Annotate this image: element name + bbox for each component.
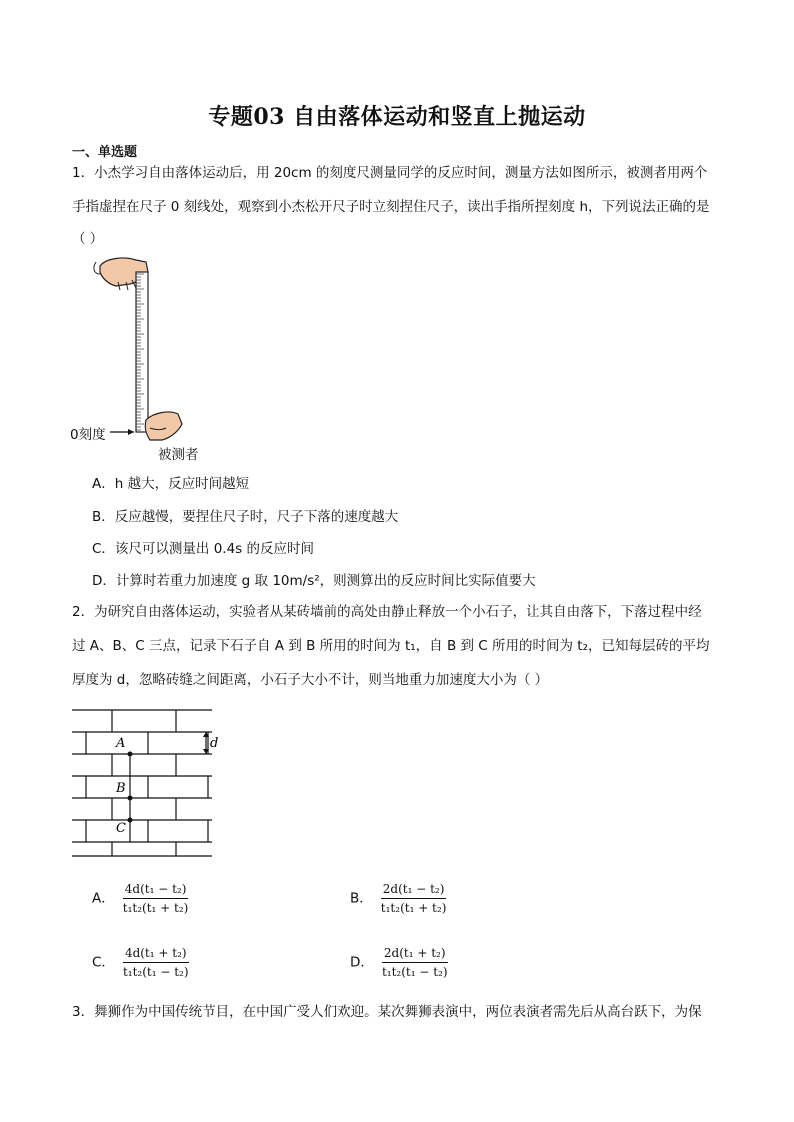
fraction [123, 882, 189, 915]
page-title: 专题03 自由落体运动和竖直上抛运动 [208, 104, 586, 130]
brick-wall-figure [72, 706, 232, 862]
fraction [382, 946, 448, 979]
q1-option-d[interactable]: D．计算时若重力加速度 g 取 10m/s²，则测算出的反应时间比实际值要大 [92, 573, 536, 589]
q1-option-a[interactable]: A．h 越大，反应时间越短 [92, 476, 250, 492]
point-c-dot [128, 818, 133, 823]
numerator: 2d(t₁ + t₂) [382, 946, 448, 963]
option-label: D． [350, 954, 374, 971]
testee-label: 被测者 [158, 447, 199, 463]
denominator: t₁t₂(t₁ + t₂) [380, 901, 447, 915]
q2-text-line2: 过 A、B、C 三点，记录下石子自 A 到 B 所用的时间为 t₁，自 B 到 C 所用的时间为 t₂，已知每层砖的平均 [72, 638, 710, 654]
q3-text-line1: 3．舞狮作为中国传统节目，在中国广受人们欢迎。某次舞狮表演中，两位表演者需先后从高台跃下，为保 [72, 1004, 702, 1020]
point-a-dot [128, 752, 133, 757]
arrow-head-icon [128, 429, 134, 435]
q1-text-line2: 手指虚捏在尺子 0 刻线处，观察到小杰松开尺子时立刻捏住尺子，读出手指所捏刻度 h，下列说法正确的是 [72, 199, 710, 215]
q1-text-line1: 1．小杰学习自由落体运动后，用 20cm 的刻度尺测量同学的反应时间，测量方法如图所示，被测者用两个 [72, 165, 708, 181]
denominator: t₁t₂(t₁ − t₂) [122, 965, 189, 979]
q1-option-b[interactable]: B．反应越慢，要捏住尺子时，尺子下落的速度越大 [92, 509, 399, 525]
q1-option-c[interactable]: C．该尺可以测量出 0.4s 的反应时间 [92, 541, 315, 557]
q1-text-line3: （ ） [72, 231, 104, 247]
fraction [123, 946, 189, 979]
q2-option-a[interactable] [92, 882, 188, 915]
denominator: t₁t₂(t₁ + t₂) [122, 901, 189, 915]
point-b-dot [128, 796, 133, 801]
fraction [381, 882, 447, 915]
q2-option-b[interactable] [350, 882, 446, 915]
option-label: C． [92, 954, 115, 971]
q2-text-line3: 厚度为 d，忽略砖缝之间距离，小石子大小不计，则当地重力加速度大小为（ ） [72, 672, 549, 688]
numerator: 4d(t₁ + t₂) [123, 946, 189, 963]
denominator: t₁t₂(t₁ − t₂) [381, 965, 448, 979]
label-b: B [116, 781, 126, 796]
label-d: d [210, 736, 219, 751]
option-label: B． [350, 890, 373, 907]
numerator: 2d(t₁ − t₂) [381, 882, 447, 899]
q2-option-c[interactable] [92, 946, 189, 979]
section-heading: 一、单选题 [72, 145, 138, 160]
q2-option-d[interactable] [350, 946, 448, 979]
label-a: A [116, 736, 126, 751]
label-c: C [116, 821, 126, 836]
zero-mark-label: 0刻度 [70, 427, 106, 443]
ruler [136, 272, 148, 432]
numerator: 4d(t₁ − t₂) [123, 882, 189, 899]
q2-text-line1: 2．为研究自由落体运动，实验者从某砖墙前的高处由静止释放一个小石子，让其自由落下，下落过程中经 [72, 604, 702, 620]
option-label: A． [92, 890, 115, 907]
lower-hand-icon [145, 412, 182, 440]
